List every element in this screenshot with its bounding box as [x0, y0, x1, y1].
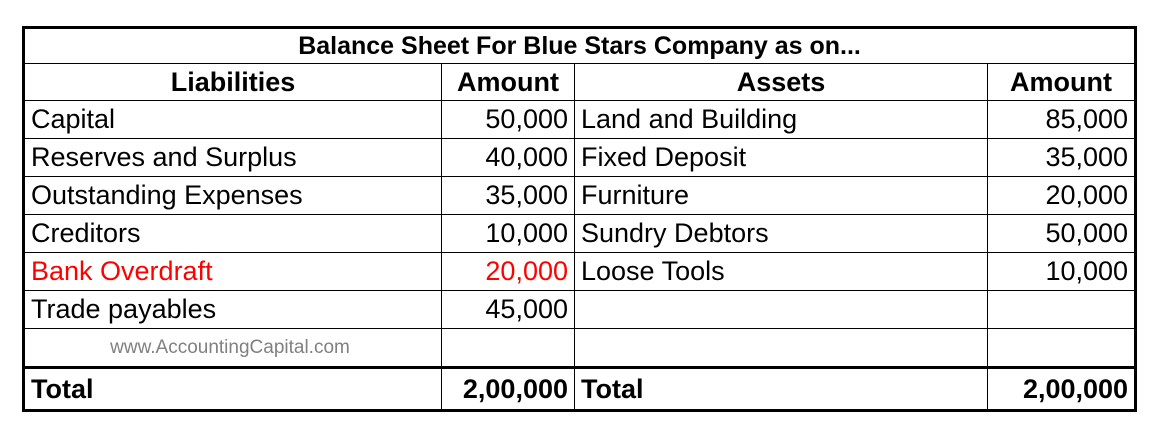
- empty-cell: [988, 329, 1136, 368]
- asset-amount: 20,000: [988, 177, 1136, 215]
- asset-amount: [988, 291, 1136, 329]
- table-row: [24, 291, 1136, 329]
- asset-amount: 10,000: [988, 253, 1136, 291]
- liabilities-total-amount: 2,00,000: [442, 368, 575, 411]
- assets-total-amount: 2,00,000: [988, 368, 1136, 411]
- liability-label: Trade payables: [24, 291, 442, 329]
- liability-amount-highlighted: 20,000: [442, 253, 575, 291]
- table-row: [24, 101, 1136, 139]
- table-row: [24, 329, 1136, 368]
- table-row: [24, 253, 1136, 291]
- liability-label-highlighted: Bank Overdraft: [24, 253, 442, 291]
- liability-amount: 10,000: [442, 215, 575, 253]
- asset-amount: 85,000: [988, 101, 1136, 139]
- assets-total-label: Total: [575, 368, 988, 411]
- liabilities-amount-header: Amount: [442, 64, 575, 101]
- table-row: [24, 177, 1136, 215]
- header-row: [24, 64, 1136, 101]
- liability-amount: 45,000: [442, 291, 575, 329]
- liability-label: Reserves and Surplus: [24, 139, 442, 177]
- liabilities-total-label: Total: [24, 368, 442, 411]
- asset-label: Loose Tools: [575, 253, 988, 291]
- sheet-title: Balance Sheet For Blue Stars Company as on...: [24, 28, 1136, 64]
- asset-label: Fixed Deposit: [575, 139, 988, 177]
- empty-cell: [575, 329, 988, 368]
- empty-cell: [442, 329, 575, 368]
- watermark-text: www.AccountingCapital.com: [24, 329, 442, 368]
- total-row: [24, 368, 1136, 411]
- assets-amount-header: Amount: [988, 64, 1136, 101]
- asset-label: Land and Building: [575, 101, 988, 139]
- liabilities-header: Liabilities: [24, 64, 442, 101]
- title-row: [24, 28, 1136, 64]
- asset-amount: 35,000: [988, 139, 1136, 177]
- table-row: [24, 139, 1136, 177]
- liability-amount: 40,000: [442, 139, 575, 177]
- table-row: [24, 215, 1136, 253]
- asset-label: [575, 291, 988, 329]
- liability-label: Creditors: [24, 215, 442, 253]
- liability-label: Outstanding Expenses: [24, 177, 442, 215]
- asset-label: Sundry Debtors: [575, 215, 988, 253]
- liability-amount: 35,000: [442, 177, 575, 215]
- assets-header: Assets: [575, 64, 988, 101]
- asset-label: Furniture: [575, 177, 988, 215]
- liability-label: Capital: [24, 101, 442, 139]
- asset-amount: 50,000: [988, 215, 1136, 253]
- liability-amount: 50,000: [442, 101, 575, 139]
- balance-sheet-table: [22, 26, 1137, 412]
